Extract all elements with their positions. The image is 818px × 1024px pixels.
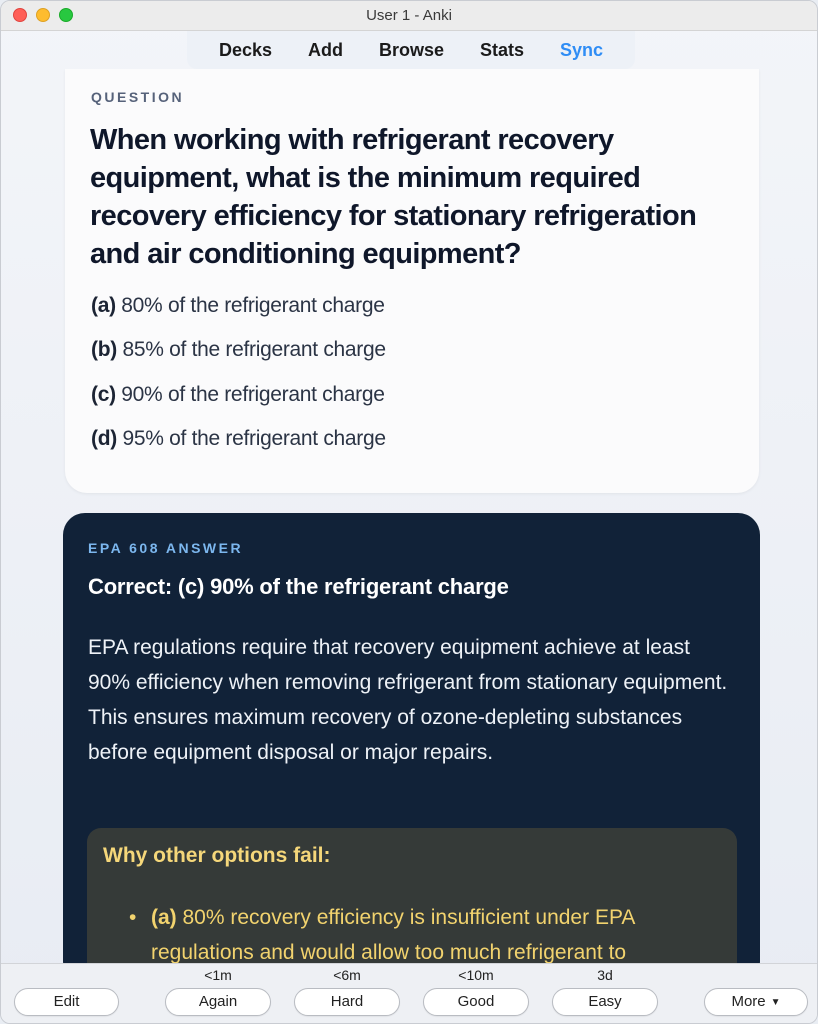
question-card xyxy=(65,69,759,493)
more-label: More xyxy=(731,993,766,1010)
option-b xyxy=(91,335,386,379)
easy-interval: 3d xyxy=(597,967,613,983)
again-button[interactable]: Again xyxy=(165,988,271,1016)
window-title: User 1 - Anki xyxy=(366,7,452,24)
toolbar-stats[interactable]: Stats xyxy=(479,39,524,60)
question-text: When working with refrigerant recovery equipment, what is the minimum required recovery efficiency for stationary refrigeration and air conditioning equipment? xyxy=(90,124,697,270)
answer-card xyxy=(63,513,760,963)
why-text: 80% recovery efficiency is insufficient under EPA regulations and would allow too much refrigerant to xyxy=(151,906,635,963)
toolbar-add[interactable]: Add xyxy=(308,39,343,60)
answer-options xyxy=(91,291,386,468)
hard-button[interactable]: Hard xyxy=(294,988,400,1016)
correct-answer: Correct: (c) 90% of the refrigerant charge xyxy=(88,574,509,599)
answer-explanation: EPA regulations require that recovery equipment achieve at least 90% efficiency when removing refrigerant from stationary equipment. This ensures maximum recovery of ozone-depleting substances before equipment disposal or major repairs. xyxy=(88,636,728,764)
more-button[interactable] xyxy=(704,988,808,1016)
option-text: 85% of the refrigerant charge xyxy=(116,338,386,362)
toolbar-browse[interactable]: Browse xyxy=(378,39,444,60)
titlebar xyxy=(1,1,817,31)
why-item-a xyxy=(103,900,723,963)
why-letter: (a) xyxy=(151,906,177,929)
option-text: 95% of the refrigerant charge xyxy=(116,426,386,450)
bullet-icon: • xyxy=(129,906,137,929)
option-letter: (a) xyxy=(91,294,116,317)
card-content[interactable] xyxy=(1,69,818,963)
option-c xyxy=(91,380,386,424)
why-title: Why other options fail: xyxy=(103,844,331,867)
good-interval: <10m xyxy=(458,967,494,983)
again-interval: <1m xyxy=(204,967,232,983)
answer-label: EPA 608 ANSWER xyxy=(88,540,244,556)
why-list xyxy=(103,900,723,963)
hard-interval: <6m xyxy=(333,967,361,983)
why-other-options-box xyxy=(87,828,737,963)
option-text: 80% of the refrigerant charge xyxy=(115,294,385,317)
option-letter: (d) xyxy=(91,426,117,450)
easy-button[interactable]: Easy xyxy=(552,988,658,1016)
option-text: 90% of the refrigerant charge xyxy=(115,382,385,406)
question-label: QUESTION xyxy=(91,89,185,105)
toolbar-sync[interactable]: Sync xyxy=(559,39,603,60)
option-letter: (b) xyxy=(91,338,117,362)
toolbar-decks[interactable]: Decks xyxy=(218,39,273,60)
option-a xyxy=(91,291,386,335)
option-letter: (c) xyxy=(91,382,116,406)
reviewer-bottom-bar xyxy=(1,963,818,1024)
main-toolbar xyxy=(187,31,635,69)
edit-button[interactable]: Edit xyxy=(14,988,119,1016)
option-d xyxy=(91,424,386,468)
good-button[interactable]: Good xyxy=(423,988,529,1016)
caret-down-icon: ▼ xyxy=(770,997,781,1008)
